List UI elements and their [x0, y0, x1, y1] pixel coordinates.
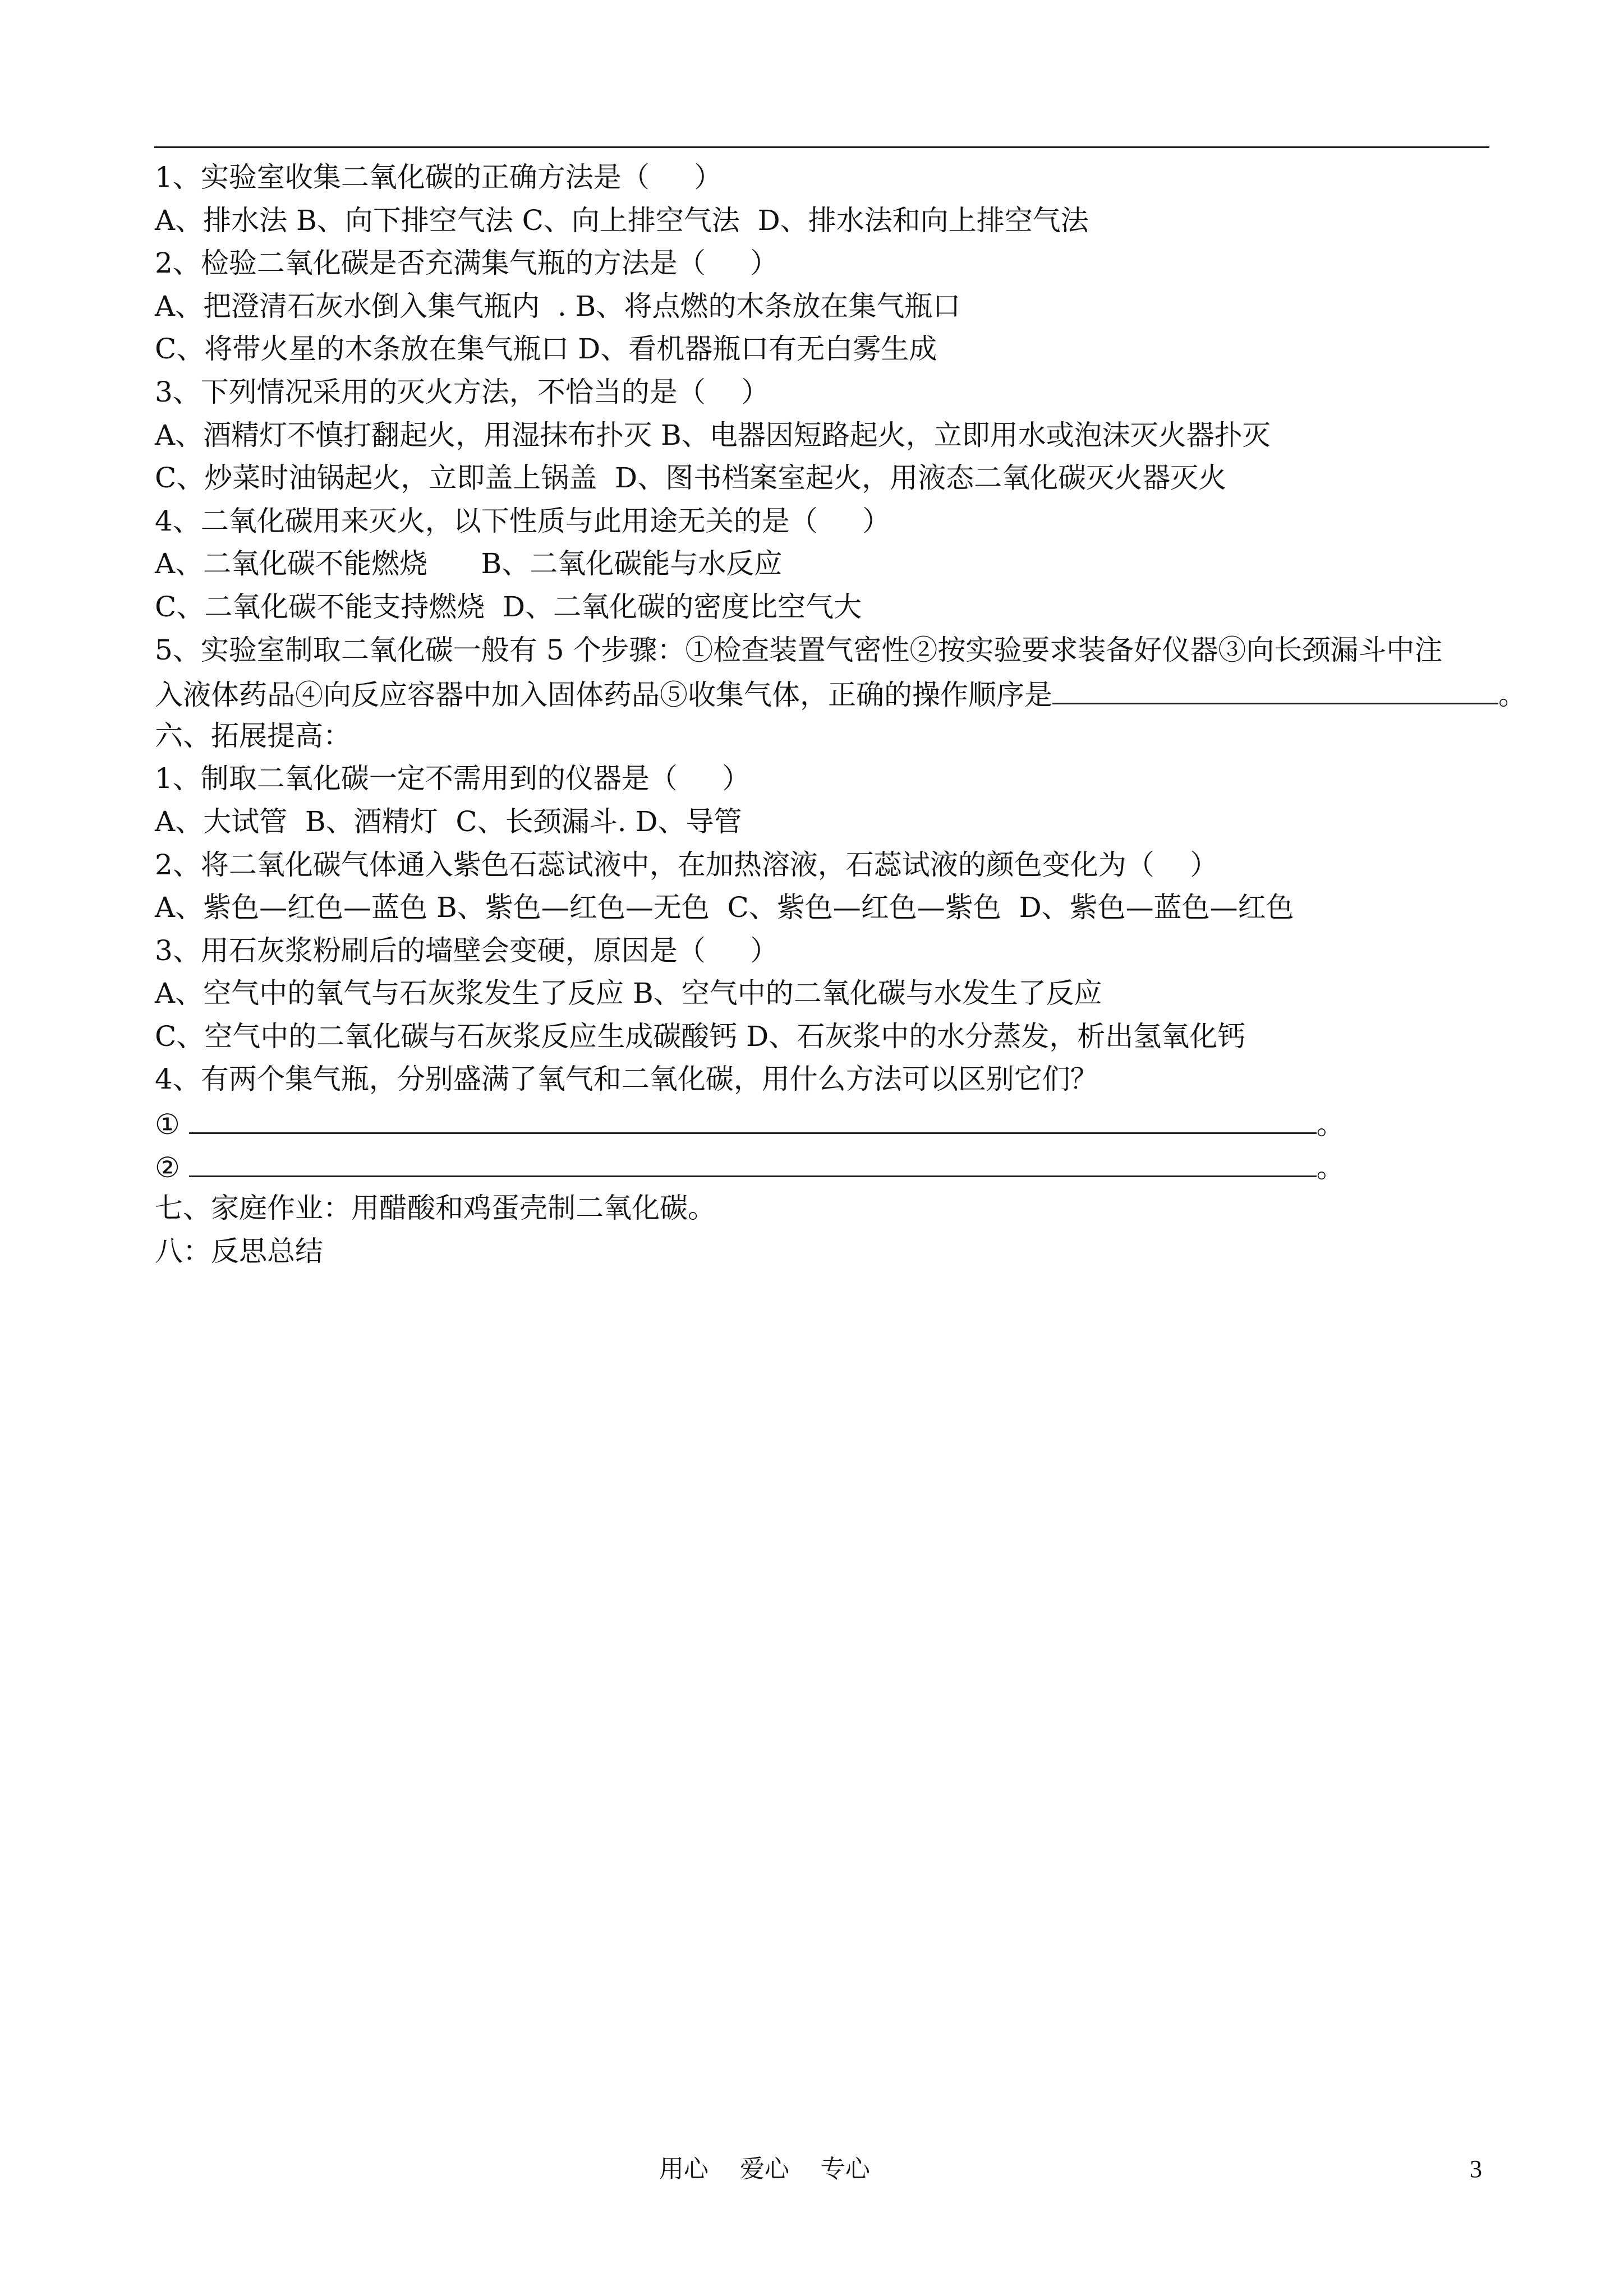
header-rule	[154, 146, 1489, 148]
question-5-3: 3、下列情况采用的灭火方法，不恰当的是（ ）	[155, 375, 770, 408]
page-number: 3	[1470, 2155, 1482, 2183]
question-6-4: 4、有两个集气瓶，分别盛满了氧气和二氧化碳，用什么方法可以区别它们？	[155, 1063, 1098, 1096]
answer-blank-6-4-1[interactable]	[189, 1101, 1317, 1134]
answer-marker-2: ②	[155, 1151, 189, 1184]
question-5-4: 4、二氧化碳用来灭火，以下性质与此用途无关的是（ ）	[155, 504, 891, 537]
options-6-2: A、紫色—红色—蓝色 B、紫色—红色—无色 C、紫色—红色—紫色 D、紫色—蓝色—红色	[155, 891, 1294, 924]
homework-line: 七、家庭作业：用醋酸和鸡蛋壳制二氧化碳。	[155, 1192, 716, 1225]
options-5-2-cd: C、将带火星的木条放在集气瓶口 D、看机器瓶口有无白雾生成	[155, 333, 937, 366]
options-5-4-ab: A、二氧化碳不能燃烧 B、二氧化碳能与水反应	[155, 547, 783, 580]
options-5-4-cd: C、二氧化碳不能支持燃烧 D、二氧化碳的密度比空气大	[155, 590, 862, 623]
question-5-5-line2	[155, 671, 1540, 714]
question-5-5-line1: 5、实验室制取二氧化碳一般有 5 个步骤：①检查装置气密性②按实验要求装备好仪器③向长颈漏斗中注	[155, 633, 1443, 666]
answer-blank-5-5[interactable]	[1052, 671, 1498, 704]
question-6-3: 3、用石灰浆粉刷后的墙壁会变硬，原因是（ ）	[155, 934, 779, 967]
answer-blank-6-4-2[interactable]	[189, 1144, 1317, 1177]
answer-line-2	[155, 1144, 1540, 1187]
options-6-3-ab: A、空气中的氧气与石灰浆发生了反应 B、空气中的二氧化碳与水发生了反应	[155, 977, 1102, 1010]
answer-line-1	[155, 1101, 1540, 1144]
question-5-5-text: 入液体药品④向反应容器中加入固体药品⑤收集气体，正确的操作顺序是	[155, 679, 1052, 712]
options-5-2-ab: A、把澄清石灰水倒入集气瓶内 . B、将点燃的木条放在集气瓶口	[155, 289, 961, 322]
page-footer	[0, 2152, 1624, 2186]
section-heading-6: 六、拓展提高：	[155, 719, 351, 752]
footer-motto: 用心 爱心 专心	[659, 2155, 870, 2183]
reflection-heading: 八：反思总结	[155, 1234, 323, 1267]
answer-marker-1: ①	[155, 1108, 189, 1141]
options-6-3-cd: C、空气中的二氧化碳与石灰浆反应生成碳酸钙 D、石灰浆中的水分蒸发，析出氢氧化钙	[155, 1020, 1246, 1053]
options-5-3-cd: C、炒菜时油锅起火，立即盖上锅盖 D、图书档案室起火，用液态二氧化碳灭火器灭火	[155, 462, 1227, 495]
options-6-1: A、大试管 B、酒精灯 C、长颈漏斗. D、导管	[155, 805, 742, 838]
period: 。	[1498, 679, 1526, 712]
question-6-2: 2、将二氧化碳气体通入紫色石蕊试液中，在加热溶液，石蕊试液的颜色变化为（ ）	[155, 848, 1218, 881]
question-6-1: 1、制取二氧化碳一定不需用到的仪器是（ ）	[155, 762, 751, 795]
question-5-1: 1、实验室收集二氧化碳的正确方法是（ ）	[155, 161, 723, 193]
options-5-1: A、排水法 B、向下排空气法 C、向上排空气法 D、排水法和向上排空气法	[155, 204, 1089, 237]
worksheet-body	[155, 156, 1540, 1273]
period: 。	[1316, 1151, 1345, 1184]
period: 。	[1316, 1108, 1345, 1141]
options-5-3-ab: A、酒精灯不慎打翻起火，用湿抹布扑灭 B、电器因短路起火，立即用水或泡沫灭火器扑灭	[155, 418, 1271, 451]
question-5-2: 2、检验二氧化碳是否充满集气瓶的方法是（ ）	[155, 247, 779, 280]
